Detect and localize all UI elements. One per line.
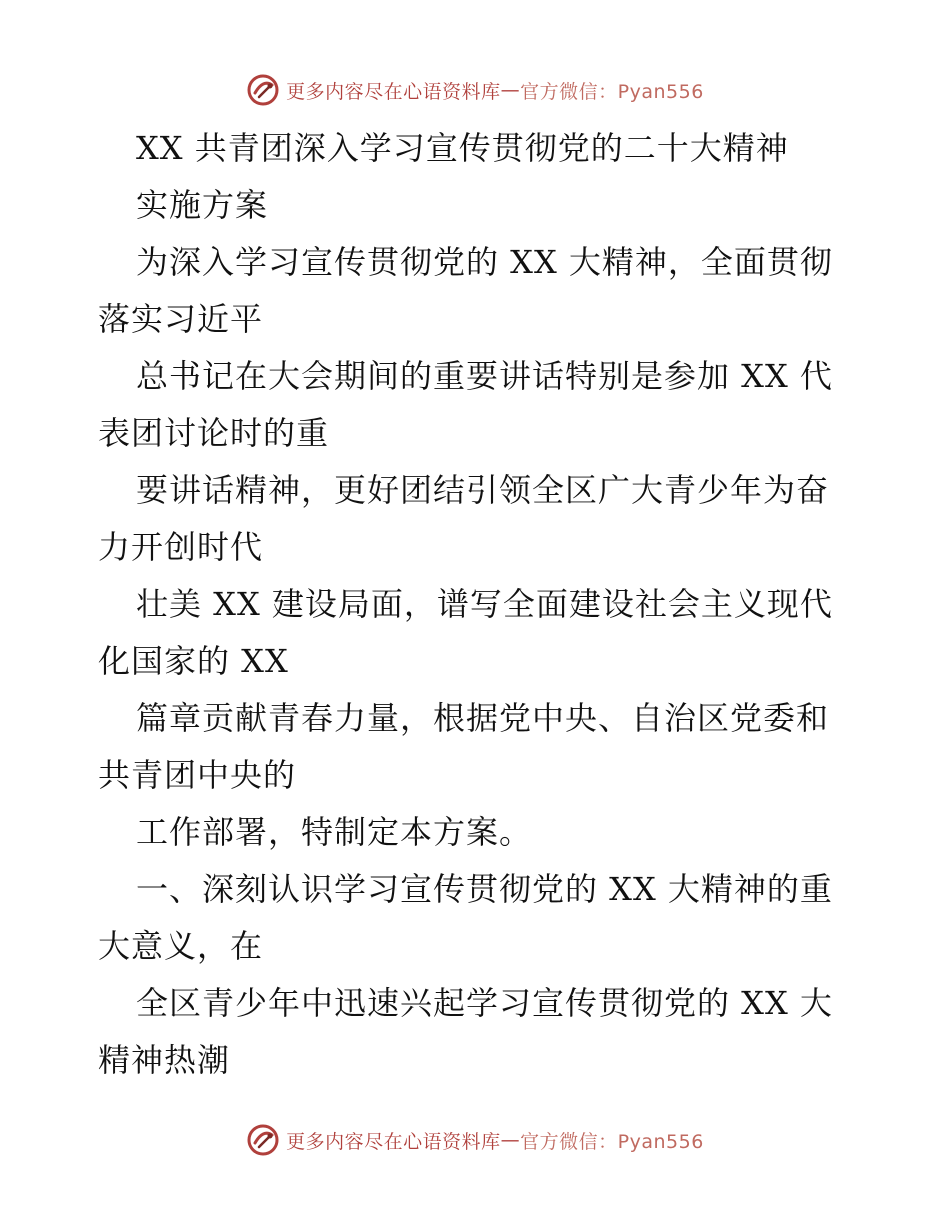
text-line: 精神热潮	[98, 1041, 231, 1079]
watermark-text: 更多内容尽在心语资料库	[286, 80, 501, 103]
text-line: 化国家的 XX	[98, 642, 289, 680]
watermark-contact: 官方微信：Pyan556	[520, 1130, 704, 1153]
text-line: 大意义，在	[98, 927, 264, 965]
header-watermark	[0, 70, 950, 110]
watermark-contact: 官方微信：Pyan556	[520, 80, 704, 103]
text-line: 为深入学习宣传贯彻党的 XX 大精神，全面贯彻	[136, 243, 833, 281]
watermark-text: 更多内容尽在心语资料库	[286, 1130, 501, 1153]
text-line: 实施方案	[136, 186, 269, 224]
text-line: 篇章贡献青春力量，根据党中央、自治区党委和	[136, 699, 830, 737]
footer-watermark	[0, 1120, 950, 1160]
text-line: 表团讨论时的重	[98, 414, 330, 452]
text-line: 工作部署，特制定本方案。	[136, 813, 533, 851]
document-body	[98, 120, 858, 1089]
watermark-separator: —	[500, 79, 521, 101]
text-line: 要讲话精神，更好团结引领全区广大青少年为奋	[136, 471, 830, 509]
text-line: 总书记在大会期间的重要讲话特别是参加 XX 代	[136, 357, 833, 395]
text-line: XX 共青团深入学习宣传贯彻党的二十大精神	[136, 129, 789, 167]
text-line: 一、深刻认识学习宣传贯彻党的 XX 大精神的重	[136, 870, 833, 908]
watermark-logo-icon	[246, 1123, 280, 1157]
text-line: 力开创时代	[98, 528, 264, 566]
text-line: 全区青少年中迅速兴起学习宣传贯彻党的 XX 大	[136, 984, 833, 1022]
text-line: 落实习近平	[98, 300, 264, 338]
watermark-logo-icon	[246, 73, 280, 107]
watermark-separator: —	[500, 1129, 521, 1151]
text-line: 共青团中央的	[98, 756, 297, 794]
text-line: 壮美 XX 建设局面，谱写全面建设社会主义现代	[136, 585, 833, 623]
